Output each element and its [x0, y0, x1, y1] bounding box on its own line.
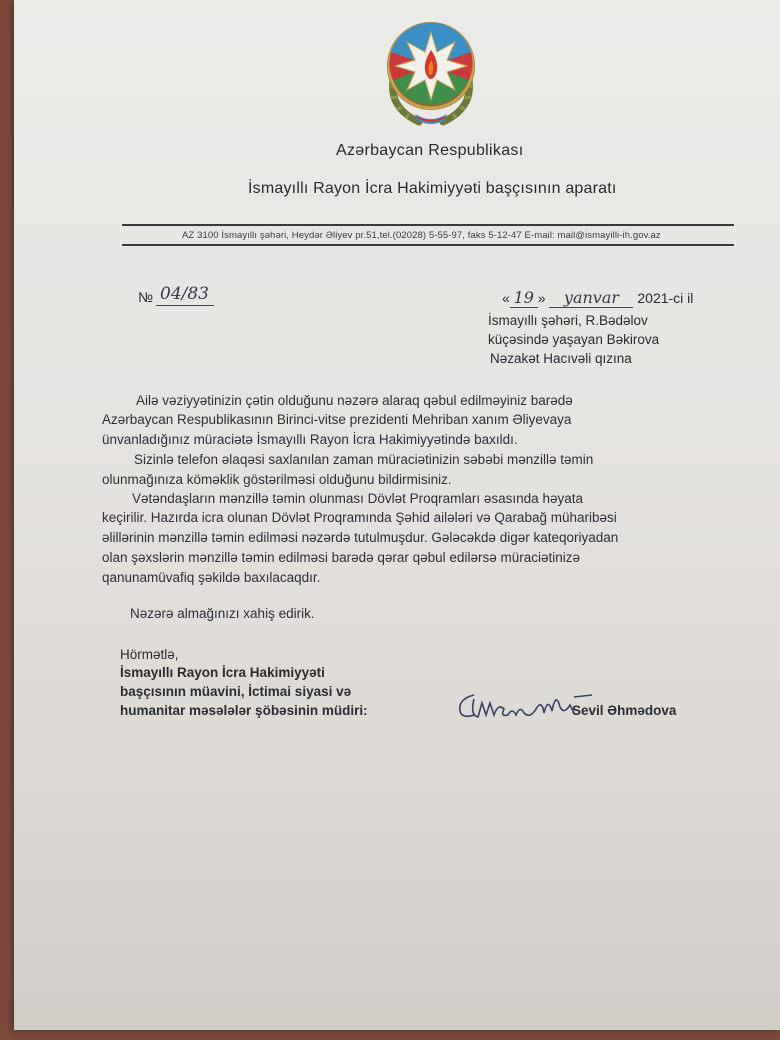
recipient-line-2: küçəsində yaşayan Bəkirova [488, 332, 660, 347]
body-line: əlillərinin mənzillə təmin edilməsi nəzərdə tutulmuşdur. Gələcəkdə digər kateqoriyadan [102, 530, 619, 545]
signatory-name: Sevil Əhmədova [572, 703, 677, 718]
letter-paper [14, 0, 780, 1030]
body-line: keçirilir. Hazırda icra olunan Dövlət Proqramında Şəhid ailələri və Qarabağ müharibəsi [102, 510, 617, 525]
body-line: olunmağınıza köməklik göstərilməsi olduğunu bildirmisiniz. [102, 472, 452, 487]
body-line: olan şəxslərin mənzillə təmin edilməsi barədə qərar qəbul edilərsə müraciətinizə [102, 550, 580, 565]
azerbaijan-state-emblem-icon [379, 18, 483, 128]
closing-line: Nəzərə almağınızı xahiş edirik. [130, 606, 315, 621]
date-day: 19 [510, 288, 538, 308]
document-date [502, 288, 693, 308]
body-line: Sizinlə telefon əlaqəsi saxlanılan zaman müraciətinizin səbəbi mənzillə təmin [134, 452, 594, 467]
body-line: qanunamüvafiq şəkildə baxılacaqdır. [102, 570, 321, 585]
date-month: yanvar [549, 288, 633, 308]
body-line: ünvanladığınız müraciətə İsmayıllı Rayon İcra Hakimiyyətində baxıldı. [102, 432, 518, 447]
greeting: Hörmətlə, [120, 647, 179, 662]
signatory-title-line-1: İsmayıllı Rayon İcra Hakimiyyəti [120, 665, 325, 680]
signatory-title-line-3: humanitar məsələlər şöbəsinin müdiri: [120, 703, 368, 718]
office-heading: İsmayıllı Rayon İcra Hakimiyyəti başçısının aparatı [248, 180, 617, 197]
recipient-line-3: Nəzakət Hacıvəli qızına [490, 351, 632, 366]
body-line: Ailə vəziyyətinizin çətin olduğunu nəzərə alaraq qəbul edilməyiniz barədə [136, 393, 573, 408]
address-line: AZ 3100 İsmayıllı şəhəri, Heydər Əliyev pr.51,tel.(02028) 5-55-97, faks 5-12-47 E-mail: mail@ismayilli-ih.gov.az [182, 230, 661, 241]
body-line: Vətəndaşların mənzillə təmin olunması Dövlət Proqramları əsasında həyata [132, 491, 583, 506]
country-heading: Azərbaycan Respublikası [336, 142, 524, 159]
header-rule-top [122, 224, 734, 226]
signatory-title-line-2: başçısının müavini, İctimai siyasi və [120, 684, 352, 699]
date-year: 2021-ci il [637, 290, 694, 306]
document-number-underline [156, 305, 214, 306]
date-close-quote: » [537, 290, 546, 306]
recipient-line-1: İsmayıllı şəhəri, R.Bədəlov [488, 313, 648, 328]
document-number: 04/83 [160, 284, 209, 304]
header-rule-bottom [122, 244, 734, 246]
date-open-quote: « [502, 290, 510, 306]
document-number-label: № [138, 289, 154, 305]
body-line: Azərbaycan Respublikasının Birinci-vitse prezidenti Mehriban xanım Əliyevaya [102, 412, 572, 427]
